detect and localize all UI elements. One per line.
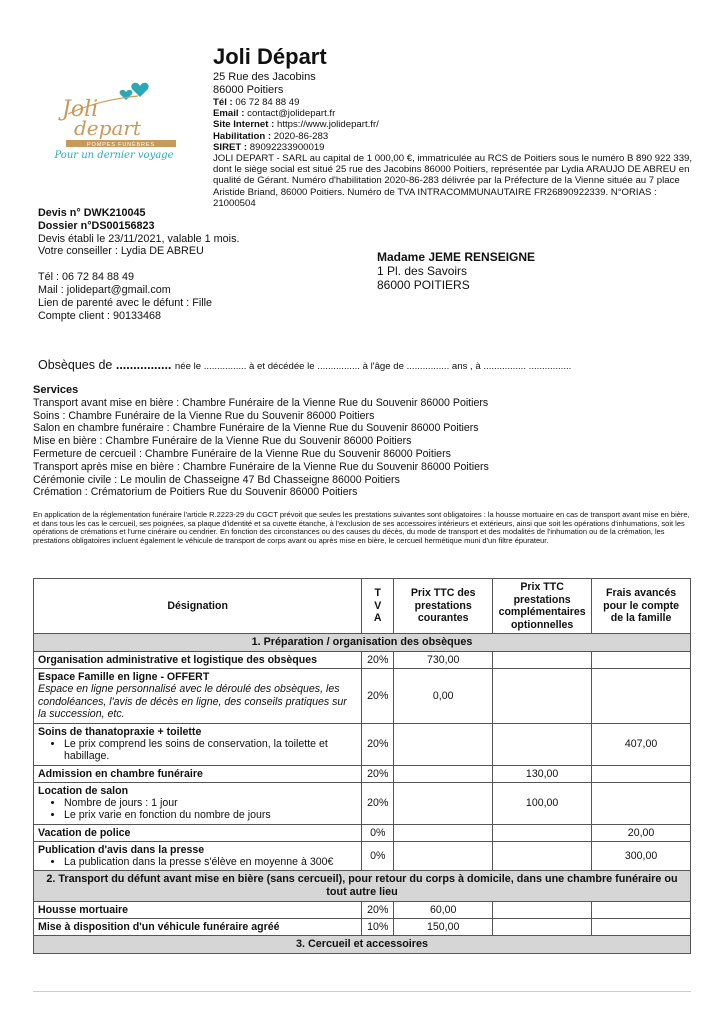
devis-compte: Compte client : 90133468 xyxy=(38,309,162,322)
service-item: Fermeture de cercueil : Chambre Funéraire de la Vienne Rue du Souvenir 86000 Poitiers xyxy=(33,447,451,460)
company-name: Joli Départ xyxy=(213,44,327,69)
client-address-line2: 86000 POITIERS xyxy=(377,278,470,292)
table-row: Location de salon • Nombre de jours : 1 jour • Le prix varie en fonction du nombre de jours 20% 100,00 xyxy=(34,782,691,824)
client-name: Madame JEME RENSEIGNE xyxy=(377,250,536,264)
obseques-line xyxy=(38,358,571,372)
logo-word-joli: Joli xyxy=(62,97,99,122)
company-header xyxy=(213,44,693,209)
devis-lien: Lien de parenté avec le défunt : Fille xyxy=(38,296,213,309)
table-section-row: 1. Préparation / organisation des obsèques xyxy=(34,634,691,652)
table-row: Espace Famille en ligne - OFFERT Espace en ligne personnalisé avec le déroulé des obsèques, les condoléances, l'avis de décès en ligne, des conseils pratiques sur la succession, etc. 20% 0,00 xyxy=(34,669,691,724)
service-item: Cérémonie civile : Le moulin de Chasseigne 47 Bd Chasseigne 86000 Poitiers xyxy=(33,473,400,486)
header-tva: T V A xyxy=(362,579,394,634)
devis-tel: Tél : 06 72 84 88 49 xyxy=(38,271,135,284)
company-logo xyxy=(48,72,188,164)
table-row: Publication d'avis dans la presse • La publication dans la presse s'élève en moyenne à 300€ 0% 300,00 xyxy=(34,841,691,871)
service-item: Crémation : Crématorium de Poitiers Rue du Souvenir 86000 Poitiers xyxy=(33,486,358,499)
table-section-row: 2. Transport du défunt avant mise en bière (sans cercueil), pour retour du corps à domicile, dans une chambre funéraire ou tout autre lieu xyxy=(34,871,691,902)
header-designation: Désignation xyxy=(34,579,362,634)
table-row: Organisation administrative et logistique des obsèques 20% 730,00 xyxy=(34,652,691,669)
devis-number: Devis n° DWK210045 xyxy=(38,207,146,219)
company-habilitation: Habilitation : 2020-86-283 xyxy=(213,130,329,142)
logo-tagline: Pour un dernier voyage xyxy=(54,150,174,161)
devis-info xyxy=(38,207,358,322)
devis-date: Devis établi le 23/11/2021, valable 1 mois. xyxy=(38,232,240,245)
services-block xyxy=(33,384,693,499)
logo-graphic xyxy=(48,72,188,164)
service-item: Soins : Chambre Funéraire de la Vienne Rue du Souvenir 86000 Poitiers xyxy=(33,409,375,422)
service-item: Salon en chambre funéraire : Chambre Funéraire de la Vienne Rue du Souvenir 86000 Poitiers xyxy=(33,422,479,435)
table-section-row: 3. Cercueil et accessoires xyxy=(34,936,691,954)
company-address-line2: 86000 Poitiers xyxy=(213,84,284,96)
table-row: Admission en chambre funéraire 20% 130,00 xyxy=(34,765,691,782)
page-divider xyxy=(33,991,691,992)
table-row: Housse mortuaire 20% 60,00 xyxy=(34,902,691,919)
devis-conseiller: Votre conseiller : Lydia DE ABREU xyxy=(38,245,204,258)
header-frais: Frais avancés pour le compte de la famille xyxy=(592,579,691,634)
company-site-link[interactable]: https://www.jolidepart.fr/ xyxy=(276,119,379,131)
company-email: Email : contact@jolidepart.fr xyxy=(213,108,336,120)
client-address-block xyxy=(377,250,535,292)
obseques-label: Obsèques de xyxy=(38,358,113,372)
obseques-name-blank: ................ xyxy=(115,358,172,372)
company-siret: SIRET : 89092233900019 xyxy=(213,141,325,153)
header-courantes: Prix TTC des prestations courantes xyxy=(394,579,493,634)
company-address-line1: 25 Rue des Jacobins xyxy=(213,71,316,83)
legal-notice: En application de la réglementation funéraire l'article R.2223-29 du CGCT prévoit que seules les prestations suivantes sont obligatoires : la housse mortuaire en cas de transport avant mise en bière, et dans tous les cas le cercueil, ses poignées, sa plaque d'identité et sa cuvette étanche, à l'exclusion de ses accessoires intérieurs et extérieurs, ainsi que soit les opérations d'inhumations, soit les opérations de crémations et l'urne cinéraire ou cendrier. En fonction des circonstances ou des causes du décès, du mode de transport et des modalités de l'inhumation ou de la crémation, les prestations obligatoires incluent également le véhicule de transport de corps avant ou après mise en bière, le cercueil hermétique muni d'un filtre épurateur. xyxy=(33,510,690,546)
company-tel: Tél : 06 72 84 88 49 xyxy=(213,97,300,108)
service-item: Mise en bière : Chambre Funéraire de la Vienne Rue du Souvenir 86000 Poitiers xyxy=(33,435,412,448)
header-complementaires: Prix TTC prestations complémentaires optionnelles xyxy=(493,579,592,634)
logo-band-text: POMPES FUNÈBRES xyxy=(87,141,155,148)
company-email-link[interactable]: contact@jolidepart.fr xyxy=(247,108,336,120)
table-row: Soins de thanatopraxie + toilette • Le prix comprend les soins de conservation, la toilette et habillage. 20% 407,00 xyxy=(34,723,691,765)
client-address-line1: 1 Pl. des Savoirs xyxy=(377,264,468,278)
obseques-details: née le ................ à et décédée le ................ à l'âge de ................ ans , à ................ ................ xyxy=(174,361,572,372)
heart-icon xyxy=(131,83,148,97)
company-legal: JOLI DEPART - SARL au capital de 1 000,00 €, immatriculée au RCS de Poitiers sous le numéro B 890 922 339, dont le siège social est situé 25 rue des Jacobins 86000 Poitiers, représentée par Lydia ARAUJO DE ABREU en qualité de Gérant. Numéro d'habilitation 2020-86-283 délivrée par la Préfecture de la Vienne située au 7 place Aristide Briand, 86000 Poitiers. Numéro de TVA INTRACOMMUNAUTAIRE FR26890922339. N°ORIAS : 21000504 xyxy=(213,153,693,209)
table-row: Vacation de police 0% 20,00 xyxy=(34,824,691,841)
service-item: Transport avant mise en bière : Chambre Funéraire de la Vienne Rue du Souvenir 86000 Poitiers xyxy=(33,396,489,409)
logo-word-depart: depart xyxy=(74,116,141,140)
table-header-row xyxy=(34,579,691,634)
service-item: Transport après mise en bière : Chambre Funéraire de la Vienne Rue du Souvenir 86000 Poitiers xyxy=(33,460,489,473)
services-title: Services xyxy=(33,384,79,396)
company-site: Site Internet : https://www.jolidepart.fr/ xyxy=(213,119,379,131)
table-row: Mise à disposition d'un véhicule funéraire agréé 10% 150,00 xyxy=(34,919,691,936)
devis-table xyxy=(33,578,691,954)
dossier-number: Dossier n°DS00156823 xyxy=(38,219,155,232)
devis-mail: Mail : jolidepart@gmail.com xyxy=(38,283,171,296)
